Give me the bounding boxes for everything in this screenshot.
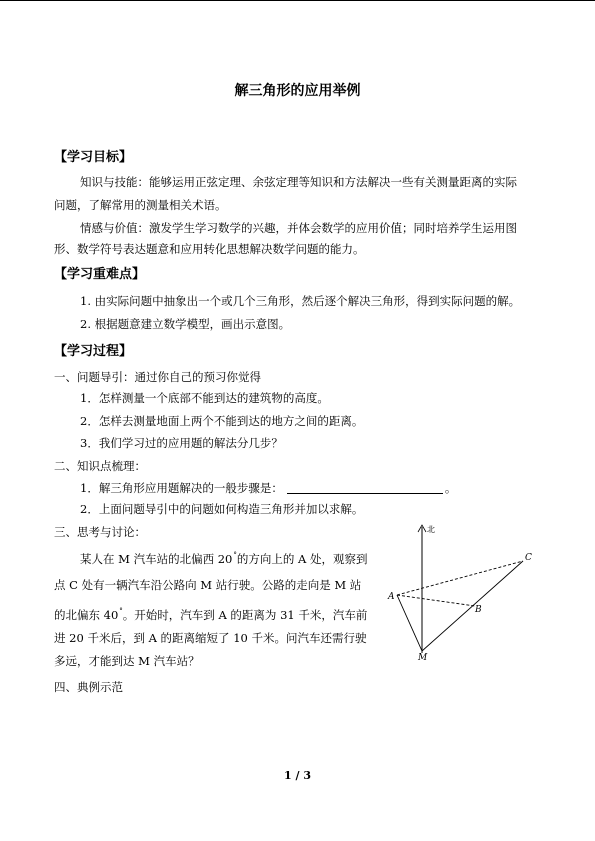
goal-line-4: 形、数学符号表达题意和应用转化思想解决数学问题的能力。 xyxy=(54,242,365,256)
point-label-B: B xyxy=(475,605,482,615)
section-heading-goal: 【学习目标】 xyxy=(54,150,133,165)
top-rule xyxy=(0,0,595,1)
problem-line-4: 进 20 千米后，到 A 的距离缩短了 10 千米。问汽车还需行驶 xyxy=(54,631,367,645)
problem-line-5: 多远，才能到达 M 汽车站？ xyxy=(54,654,200,668)
degree-mark: ° xyxy=(233,551,237,559)
section-heading-key: 【学习重难点】 xyxy=(54,267,146,282)
page-number: 1 / 3 xyxy=(284,769,311,782)
part3-heading: 三、思考与讨论： xyxy=(54,525,146,539)
part4-heading: 四、典例示范 xyxy=(54,680,123,694)
problem-line-3a: 的北偏东 40 xyxy=(54,608,119,622)
goal-line-2: 问题，了解常用的测量相关术语。 xyxy=(54,198,227,212)
problem-line-1b: 的方向上的 A 处，观察到 xyxy=(236,552,368,566)
problem-line-1 xyxy=(80,547,368,567)
part2-item-1 xyxy=(80,480,456,496)
key-line-2: 2. 根据题意建立数学模型，画出示意图。 xyxy=(80,317,291,331)
part1-item-2: 2．怎样去测量地面上两个不能到达的地方之间的距离。 xyxy=(80,414,364,428)
line-A-B xyxy=(397,595,475,606)
line-A-M xyxy=(397,595,422,651)
part1-item-3: 3．我们学习过的应用题的解法分几步？ xyxy=(80,436,283,450)
north-label: 北 xyxy=(427,525,435,534)
section-heading-process: 【学习过程】 xyxy=(54,344,133,359)
point-label-C: C xyxy=(525,553,532,563)
problem-line-3b: 。开始时，汽车到 A 的距离为 31 千米，汽车前 xyxy=(122,608,368,622)
part2-item-2: 2．上面问题导引中的问题如何构造三角形并加以求解。 xyxy=(80,502,364,516)
fill-in-blank[interactable] xyxy=(287,481,443,494)
degree-mark: ° xyxy=(119,607,123,615)
problem-line-1a: 某人在 M 汽车站的北偏西 20 xyxy=(80,552,233,566)
part2-item-1-text: 1．解三角形应用题解决的一般步骤是： xyxy=(80,481,283,495)
part2-heading: 二、知识点梳理： xyxy=(54,459,146,473)
page-title: 解三角形的应用举例 xyxy=(234,83,361,99)
part1-item-1: 1．怎样测量一个底部不能到达的建筑物的高度。 xyxy=(80,391,329,405)
goal-line-3: 情感与价值：激发学生学习数学的兴趣，并体会数学的应用价值；同时培养学生运用图 xyxy=(80,221,517,235)
problem-line-2: 点 C 处有一辆汽车沿公路向 M 站行驶。公路的走向是 M 站 xyxy=(54,578,362,592)
part2-item-1-end: 。 xyxy=(444,481,457,495)
triangle-diagram xyxy=(385,517,540,662)
problem-line-3 xyxy=(54,603,367,623)
point-label-M: M xyxy=(418,653,428,662)
part1-heading: 一、问题导引：通过你自己的预习你觉得 xyxy=(54,370,261,384)
goal-line-1: 知识与技能：能够运用正弦定理、余弦定理等知识和方法解决一些有关测量距离的实际 xyxy=(80,175,517,189)
point-label-A: A xyxy=(388,592,395,602)
key-line-1: 1. 由实际问题中抽象出一个或几个三角形，然后逐个解决三角形，得到实际问题的解。 xyxy=(80,294,521,308)
